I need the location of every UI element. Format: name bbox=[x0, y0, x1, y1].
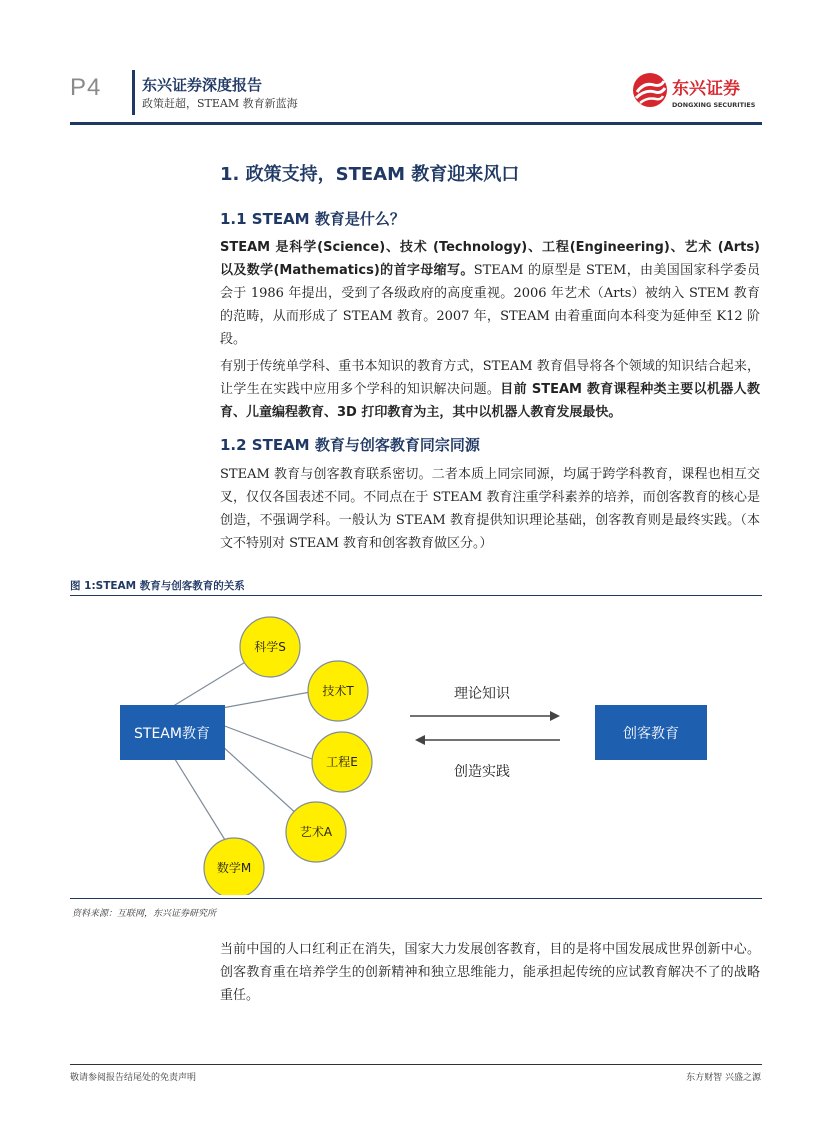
arrow-theory-label: 理论知识 bbox=[454, 686, 510, 702]
arrow-practice-head bbox=[415, 735, 425, 745]
arrow-practice-label: 创造实践 bbox=[454, 764, 510, 780]
steam-definition-text: STEAM 的原型是 STEM，由美国国家科学委员会于 1986 年提出，受到了各级政府的高度重视。2006 年艺术（Arts）被纳入 STEM 教育的范畴，从而形成了 STEAM 教育。2007 年，STEAM 由着重面向本科变为延伸至 K12 阶段。 bbox=[220, 263, 760, 347]
report-subtitle: 政策赶超，STEAM 教育新蓝海 bbox=[142, 97, 298, 110]
paragraph-closing: 当前中国的人口红利正在消失，国家大力发展创客教育，目的是将中国发展成世界创新中心。创客教育重在培养学生的创新精神和独立思维能力，能承担起传统的应试教育解决不了的战略重任。 bbox=[220, 942, 760, 1003]
figure-top-rule bbox=[70, 595, 762, 596]
header-divider bbox=[132, 70, 135, 115]
circle-arts-label: 艺术A bbox=[299, 825, 333, 839]
circle-math-label: 数学M bbox=[216, 861, 252, 875]
figure-diagram bbox=[70, 600, 762, 895]
figure-bottom-rule bbox=[70, 898, 762, 899]
paragraph-steam-approach bbox=[220, 355, 760, 424]
footer-rule bbox=[70, 1064, 762, 1065]
circle-engineering-label: 工程E bbox=[326, 755, 358, 769]
paragraph-steam-definition bbox=[220, 236, 760, 351]
paragraph-steam-maker: STEAM 教育与创客教育联系密切。二者本质上同宗同源，均属于跨学科教育，课程也相互交叉，仅仅各国表述不同。不同点在于 STEAM 教育注重学科素养的培养，而创客教育的核心是创造，不强调学科。一般认为 STEAM 教育提供知识理论基础，创客教育则是最终实践。（本文不特别对 STEAM 教育和创客教育做区分。） bbox=[220, 467, 760, 551]
footer-slogan: 东方财智 兴盛之源 bbox=[686, 1073, 761, 1083]
section-heading-1-1: 1.1 STEAM 教育是什么？ bbox=[220, 210, 405, 228]
steam-approach-bold: 目前 STEAM 教育课程种类主要以机器人教育、儿童编程教育、3D 打印教育为主，其中以机器人教育发展最快。 bbox=[220, 382, 760, 420]
steam-definition-bold: STEAM 是科学(Science)、技术 (Technology)、工程(Engineering)、艺术 (Arts) 以及数学(Mathematics)的首字母缩写。 bbox=[220, 240, 760, 278]
report-series-title: 东兴证券深度报告 bbox=[142, 76, 263, 94]
header-rule bbox=[70, 122, 762, 125]
steam-approach-text: 有别于传统单学科、重书本知识的教育方式，STEAM 教育倡导将各个领域的知识结合起来，让学生在实践中应用多个学科的知识解决问题。 bbox=[220, 359, 760, 397]
section-heading-1-2: 1.2 STEAM 教育与创客教育同宗同源 bbox=[220, 436, 480, 454]
company-logo bbox=[630, 68, 762, 114]
figure-title: 图 1:STEAM 教育与创客教育的关系 bbox=[70, 580, 245, 592]
circle-technology-label: 技术T bbox=[322, 684, 354, 698]
circle-science-label: 科学S bbox=[254, 640, 286, 654]
logo-subtext: DONGXING SECURITIES bbox=[672, 101, 756, 109]
steam-education-box-label: STEAM教育 bbox=[134, 726, 210, 742]
connector-engineering bbox=[222, 725, 320, 762]
page-number: P4 bbox=[70, 74, 102, 101]
maker-education-box-label: 创客教育 bbox=[623, 726, 679, 742]
logo-text: 东兴证券 bbox=[672, 79, 740, 99]
figure-source: 资料来源：互联网，东兴证券研究所 bbox=[72, 909, 217, 919]
footer-disclaimer: 敬请参阅报告结尾处的免责声明 bbox=[70, 1073, 197, 1083]
logo-mark-icon bbox=[633, 73, 667, 107]
section-heading-1: 1. 政策支持，STEAM 教育迎来风口 bbox=[220, 164, 520, 185]
connector-technology bbox=[222, 691, 316, 708]
arrow-theory-head bbox=[550, 711, 560, 721]
